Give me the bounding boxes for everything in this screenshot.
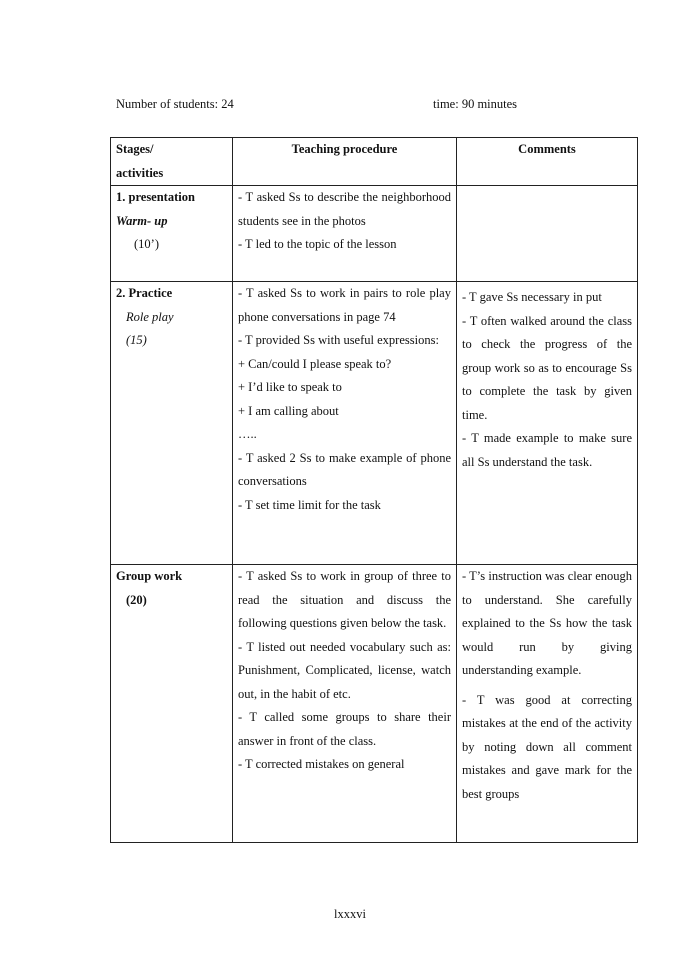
comments-header: Comments [457,138,638,186]
comments-cell [457,282,638,565]
table-row [111,565,638,843]
students-count: Number of students: 24 [116,97,234,111]
procedure-item: - T asked Ss to work in pairs to role play phone conversations in page 74 [238,286,451,324]
procedure-item: - T listed out needed vocabulary such as: Punishment, Complicated, license, watch out, in the habit of etc. [238,639,451,701]
stage-cell [111,282,233,565]
stage-time: (20) [126,592,147,607]
procedure-header: Teaching procedure [233,138,457,186]
table-row [111,186,638,282]
table-header-row [111,138,638,186]
stage-title: Group work [116,569,183,583]
comment-item: - T often walked around the class to check the progress of the group work so as to encourage Ss to complete the task by given time. [462,313,632,422]
comment-item: - T made example to make sure all Ss understand the task. [462,431,632,469]
stage-title: 1. presentation [116,190,195,204]
stage-title: 2. Practice [116,286,173,300]
procedure-item: + I am calling about [238,403,339,418]
comments-cell [457,565,638,843]
procedure-cell [233,282,457,565]
procedure-cell [233,565,457,843]
comment-item: - T’s instruction was clear enough to understand. She carefully explained to the Ss how the task would run by giving understanding example. [462,569,632,677]
procedure-item: - T called some groups to share their answer in front of the class. [238,710,451,748]
comment-item: - T was good at correcting mistakes at the end of the activity by noting down all comment mistakes and gave mark for the best groups [462,692,632,801]
stages-header-line1: Stages/ [116,142,154,156]
stage-time: (15) [126,333,147,347]
comment-item: - T gave Ss necessary in put [462,290,602,304]
lesson-table [110,137,638,843]
table-row [111,282,638,565]
stage-cell [111,186,233,282]
procedure-item: - T led to the topic of the lesson [238,237,397,251]
lesson-header [116,97,536,115]
stage-time: (10’) [134,237,159,251]
procedure-item: - T provided Ss with useful expressions: [238,333,439,347]
stage-subtitle: Warm- up [116,213,168,228]
procedure-item: ….. [238,427,257,441]
lesson-duration: time: 90 minutes [433,97,518,111]
stages-header-line2: activities [116,165,164,180]
stage-cell [111,565,233,843]
procedure-item: - T asked Ss to work in group of three to read the situation and discuss the following questions given below the task. [238,569,451,630]
procedure-item: - T corrected mistakes on general [238,757,405,771]
procedure-item: + I’d like to speak to [238,380,342,394]
stage-subtitle: Role play [126,309,174,324]
procedure-item: - T set time limit for the task [238,497,381,512]
stages-header [111,138,233,186]
procedure-item: + Can/could I please speak to? [238,356,392,371]
procedure-item: - T asked Ss to describe the neighborhood students see in the photos [238,190,451,228]
procedure-cell [233,186,457,282]
comments-cell [457,186,638,282]
page-number: lxxxvi [334,907,366,921]
procedure-item: - T asked 2 Ss to make example of phone conversations [238,450,451,488]
